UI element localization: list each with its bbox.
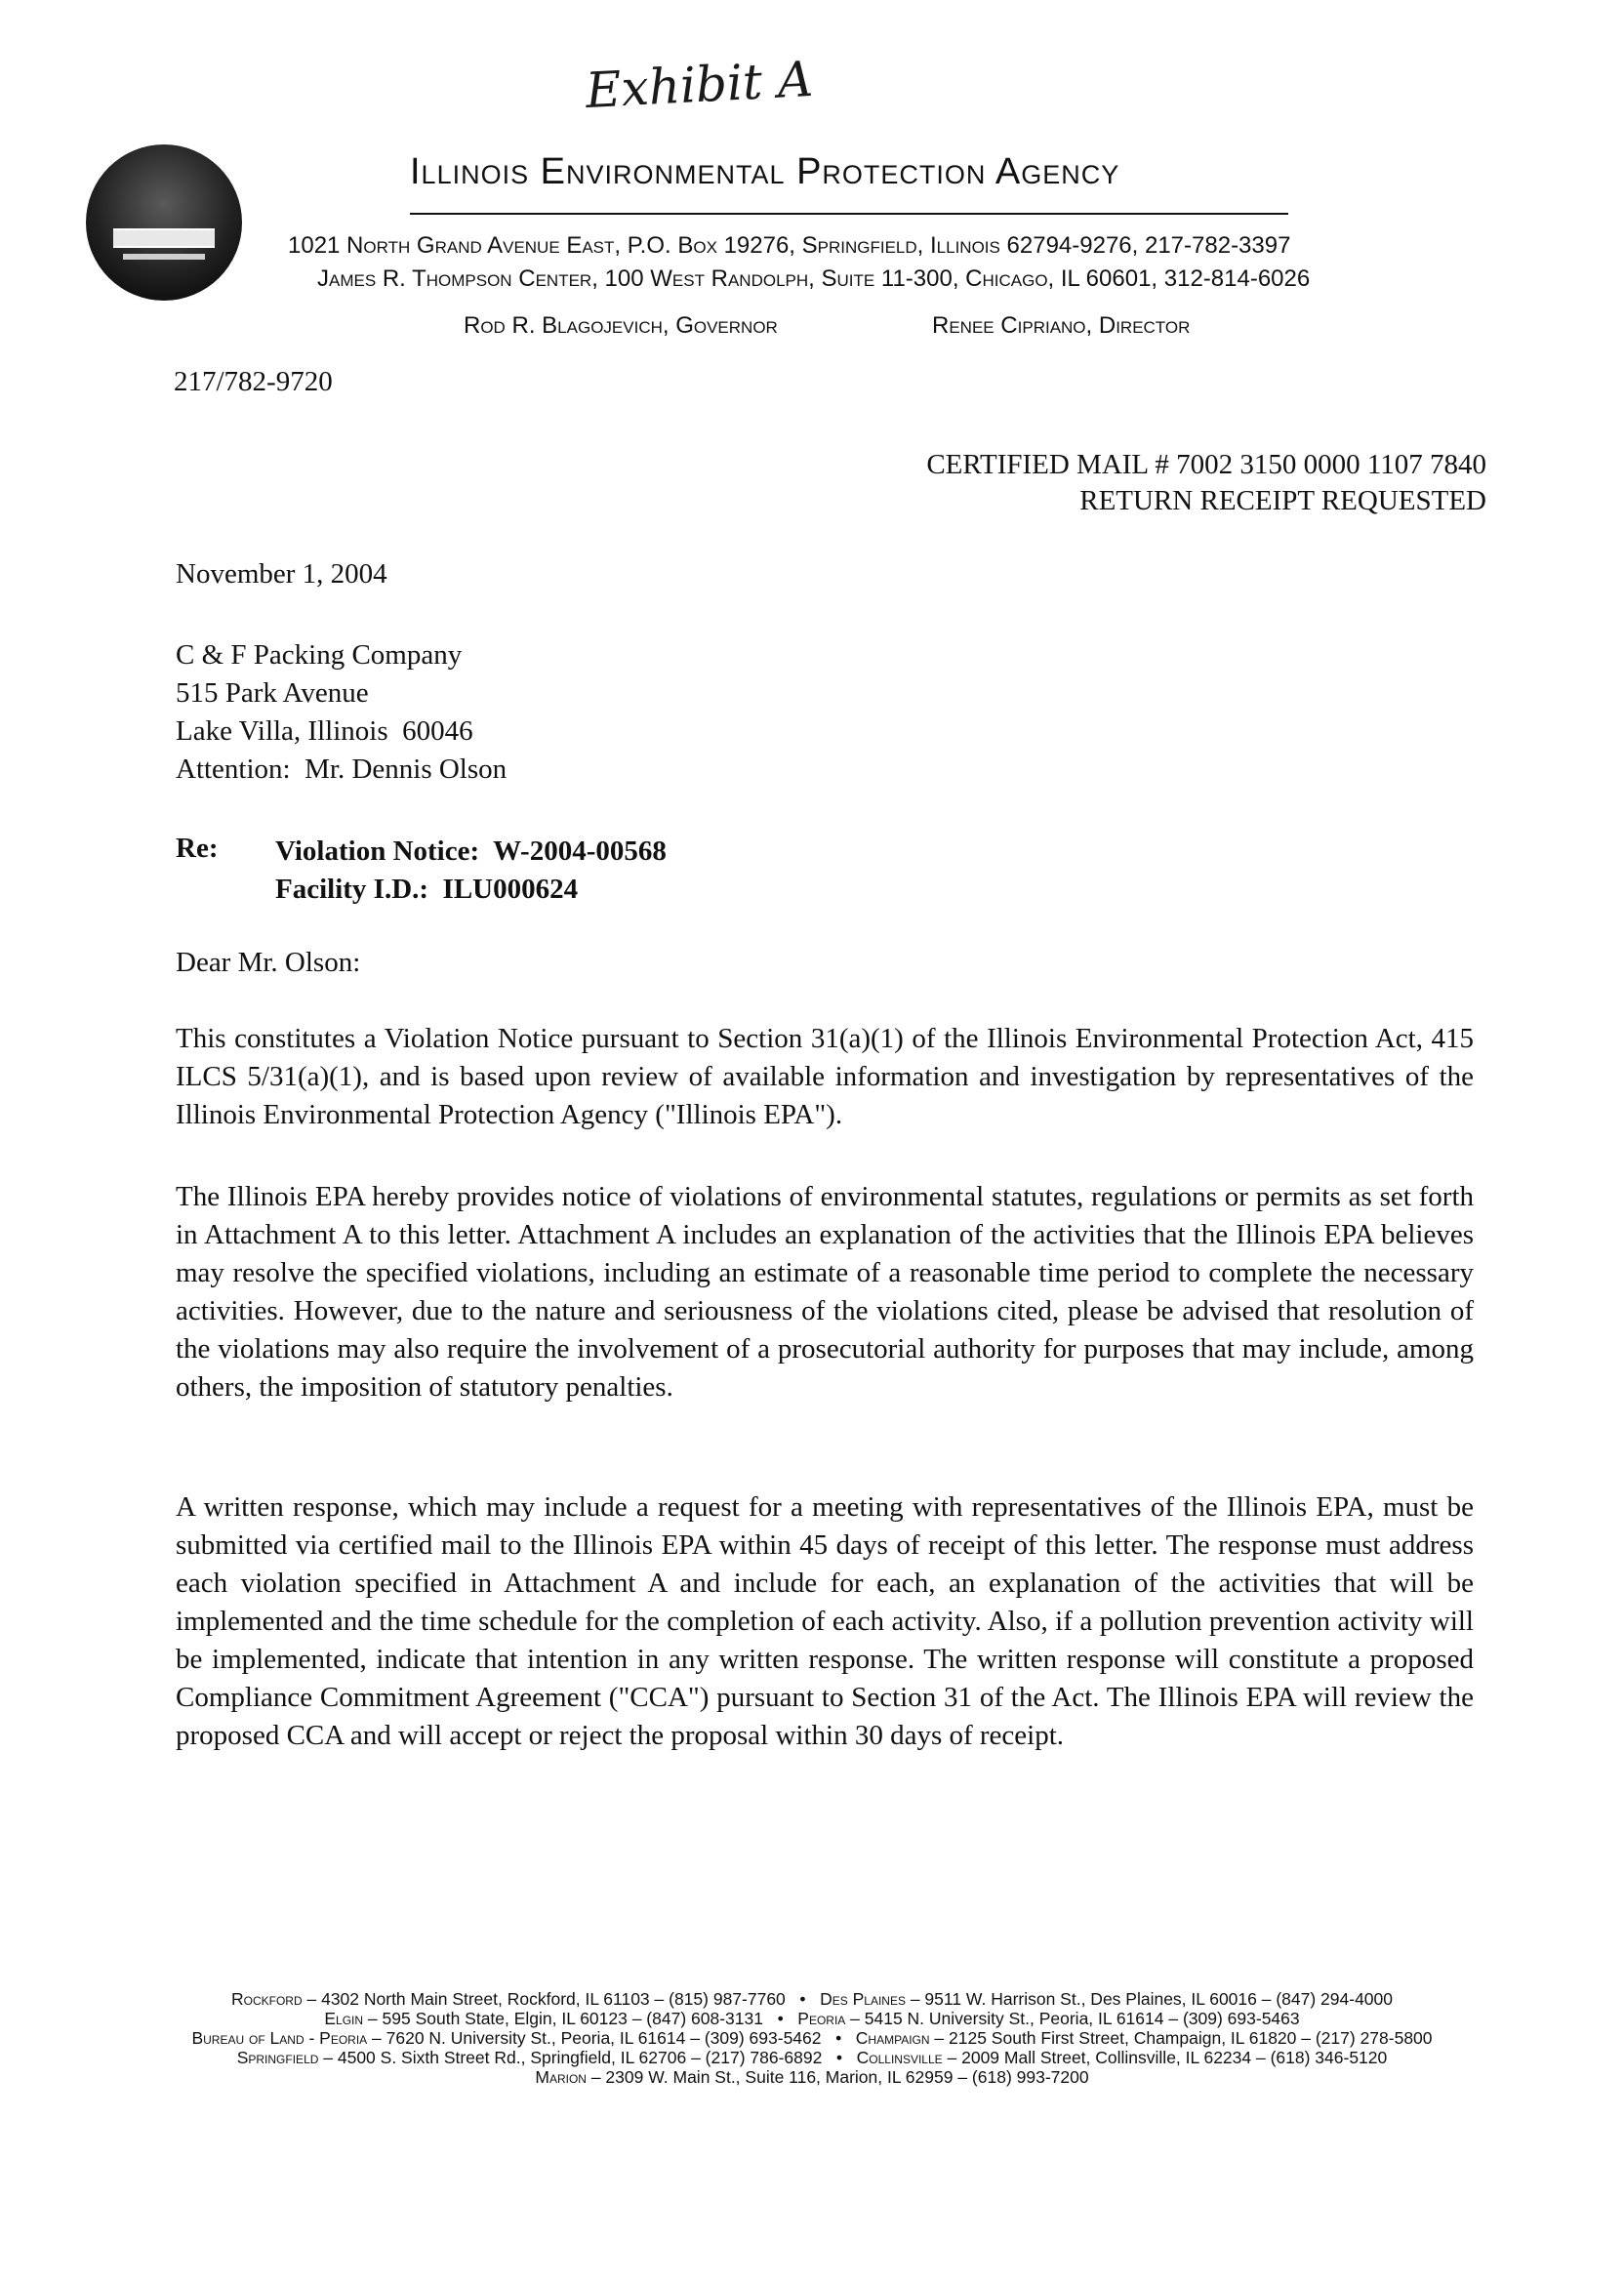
footer-text: – 2125 South First Street, Champaign, IL 61820 – (217) 278-5800: [929, 2028, 1433, 2048]
footer-text: – 2009 Mall Street, Collinsville, IL 62234 – (618) 346-5120: [942, 2048, 1388, 2067]
handwritten-exhibit-note: Exhibit A: [584, 50, 815, 120]
recipient-company: C & F Packing Company: [176, 639, 463, 671]
address-line-springfield: 1021 North Grand Avenue East, P.O. Box 19276, Springfield, Illinois 62794-9276, 217-782-3397: [288, 232, 1291, 259]
recipient-address: [176, 636, 507, 789]
certified-mail-number: CERTIFIED MAIL # 7002 3150 0000 1107 7840: [926, 449, 1486, 480]
body-paragraph: This constitutes a Violation Notice pursuant to Section 31(a)(1) of the Illinois Environmental Protection Act, 415 ILCS 5/31(a)(1), and is based upon review of available information and investigation by representatives of the Illinois Environmental Protection Agency ("Illinois EPA").: [176, 1023, 1474, 1130]
seal-band-lower: [123, 254, 205, 260]
governor-name: Rod R. Blagojevich, Governor: [464, 312, 778, 339]
agency-name: Illinois Environmental Protection Agency: [410, 151, 1120, 192]
certified-mail-block: [818, 447, 1486, 519]
footer-city: Collinsville: [856, 2048, 943, 2067]
footer-text: – 7620 N. University St., Peoria, IL 61614 – (309) 693-5462 •: [367, 2028, 856, 2048]
footer-text: – 9511 W. Harrison St., Des Plaines, IL 60016 – (847) 294-4000: [905, 1989, 1394, 2009]
seal-band: [113, 228, 215, 248]
body-paragraph: The Illinois EPA hereby provides notice of violations of environmental statutes, regulations or permits as set forth in Attachment A to this letter. Attachment A includes an explanation of the activities that the Illinois EPA believes may resolve the specified violations, including an estimate of a reasonable time period to complete the necessary activities. However, due to the nature and seriousness of the violations cited, please be advised that resolution of the violations may also require the involvement of a prosecutorial authority for purposes that may include, among others, the imposition of statutory penalties.: [176, 1181, 1474, 1403]
footer-city: Bureau of Land - Peoria: [191, 2028, 368, 2048]
footer-city: Elgin: [324, 2009, 364, 2028]
recipient-city: Lake Villa, Illinois 60046: [176, 715, 473, 747]
footer-city: Springfield: [236, 2048, 319, 2067]
letter-date: November 1, 2004: [176, 558, 387, 590]
body-paragraph: A written response, which may include a request for a meeting with representatives of the Illinois EPA, must be submitted via certified mail to the Illinois EPA within 45 days of receipt of this letter. The response must address each violation specified in Attachment A and include for each, an explanation of the activities that will be implemented and the time schedule for the completion of each activity. Also, if a pollution prevention activity will be implemented, indicate that intention in any written response. The written response will constitute a proposed Compliance Commitment Agreement ("CCA") pursuant to Section 31 of the Act. The Illinois EPA will review the proposed CCA and will accept or reject the proposal within 30 days of receipt.: [176, 1491, 1474, 1751]
footer-line: [39, 2028, 1585, 2048]
facility-id: Facility I.D.: ILU000624: [275, 874, 579, 905]
footer-line: [39, 1989, 1585, 2009]
footer-city: Marion: [535, 2067, 587, 2087]
footer-text: – 5415 N. University St., Peoria, IL 61614 – (309) 693-5463: [845, 2009, 1300, 2028]
salutation: Dear Mr. Olson:: [176, 947, 361, 978]
footer-offices: [39, 1989, 1585, 2087]
re-block: [275, 833, 667, 909]
return-receipt: RETURN RECEIPT REQUESTED: [1079, 485, 1486, 516]
footer-text: – 4302 North Main Street, Rockford, IL 61103 – (815) 987-7760 •: [302, 1989, 821, 2009]
footer-line: [39, 2009, 1585, 2028]
footer-city: Champaign: [855, 2028, 930, 2048]
header-rule: [410, 213, 1288, 215]
address-line-chicago: James R. Thompson Center, 100 West Randolph, Suite 11-300, Chicago, IL 60601, 312-814-6026: [317, 265, 1311, 292]
footer-line: [39, 2067, 1585, 2087]
footer-city: Rockford: [230, 1989, 303, 2009]
footer-text: – 4500 S. Sixth Street Rd., Springfield, IL 62706 – (217) 786-6892 •: [318, 2048, 857, 2067]
director-name: Renee Cipriano, Director: [932, 312, 1191, 339]
re-label: Re:: [176, 833, 219, 864]
phone-number: 217/782-9720: [174, 366, 333, 397]
recipient-attention: Attention: Mr. Dennis Olson: [176, 754, 508, 785]
footer-text: – 595 South State, Elgin, IL 60123 – (847) 608-3131 •: [363, 2009, 798, 2028]
footer-city: Des Plaines: [820, 1989, 906, 2009]
violation-notice-number: Violation Notice: W-2004-00568: [275, 835, 667, 867]
footer-text: – 2309 W. Main St., Suite 116, Marion, IL 62959 – (618) 993-7200: [586, 2067, 1089, 2087]
footer-line: [39, 2048, 1585, 2067]
recipient-street: 515 Park Avenue: [176, 677, 369, 709]
footer-city: Peoria: [797, 2009, 846, 2028]
agency-seal-logo: [86, 144, 242, 301]
